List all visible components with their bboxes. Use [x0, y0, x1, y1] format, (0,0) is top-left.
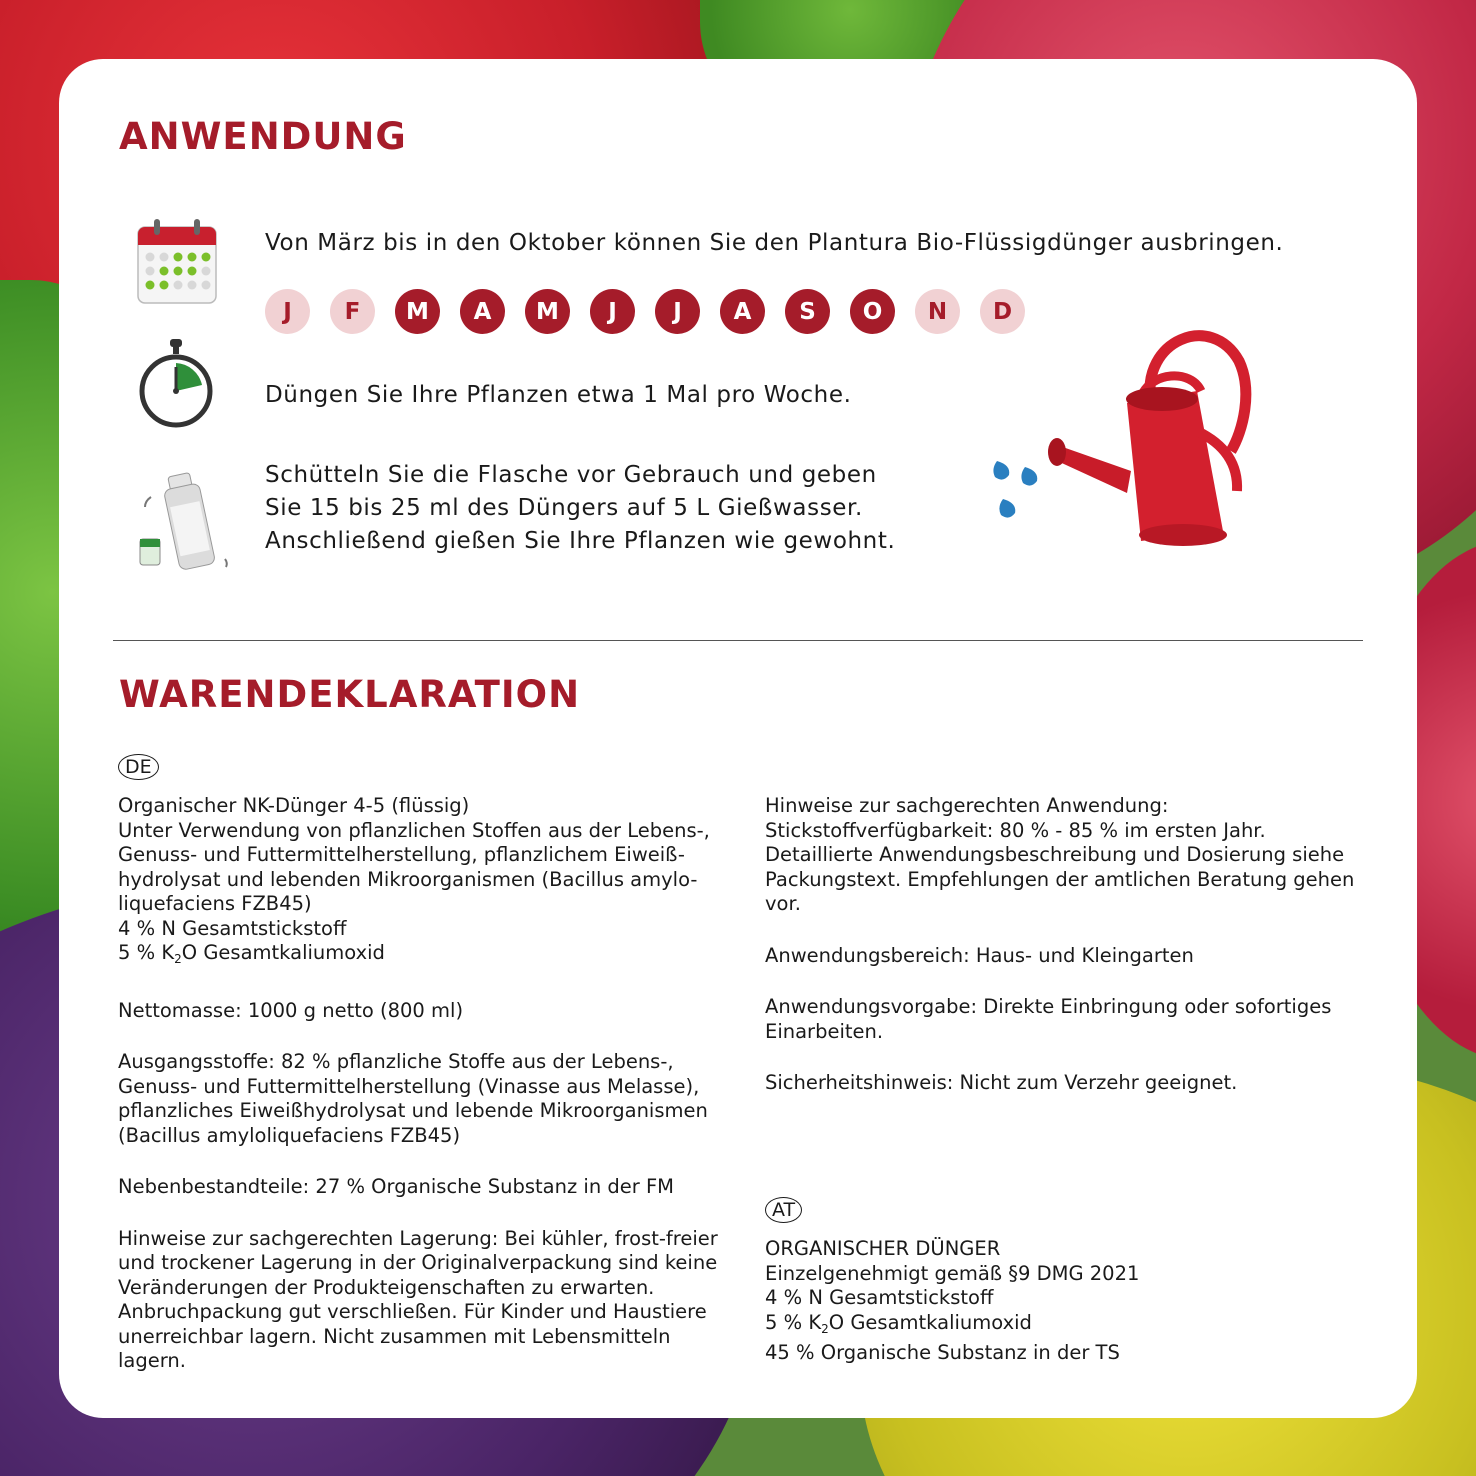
product-name: Organischer NK-Dünger 4-5 (flüssig) [118, 794, 470, 817]
month-8-active: A [720, 289, 765, 334]
declaration-left-column [118, 794, 738, 1374]
declaration-at-block [765, 1237, 1375, 1366]
section-title-anwendung: ANWENDUNG [119, 115, 407, 158]
at-potassium-line: 5 % $K_2O$ Gesamtkaliumoxid [765, 1310, 1032, 1336]
at-approval: Einzelgenehmigt gemäß §9 DMG 2021 [765, 1261, 1140, 1285]
country-badge-de: DE [118, 754, 159, 780]
season-text: Von März bis in den Oktober können Sie den Plantura Bio-Flüssigdünger ausbringen. [265, 230, 1284, 256]
month-7-active: J [655, 289, 700, 334]
month-9-active: S [785, 289, 830, 334]
secondary-components: Nebenbestandteile: 27 % Organische Substanz in der FM [118, 1175, 675, 1198]
frequency-text: Düngen Sie Ihre Pflanzen etwa 1 Mal pro Woche. [265, 382, 852, 408]
at-product-name: ORGANISCHER DÜNGER [765, 1237, 1001, 1260]
month-6-active: J [590, 289, 635, 334]
at-organic-line: 45 % Organische Substanz in der TS [765, 1341, 1120, 1364]
section-title-warendeklaration: WARENDEKLARATION [119, 673, 581, 716]
stopwatch-icon [135, 337, 217, 431]
usage-notes-text: Stickstoffverfügbarkeit: 80 % - 85 % im ersten Jahr. Detaillierte Anwendungsbeschreibung und Dosierung siehe Packungstext. Empfehlungen der amtlichen Beratung gehen vor. [765, 818, 1355, 915]
application-area: Anwendungsbereich: Haus- und Kleingarten [765, 943, 1194, 967]
month-4-active: A [460, 289, 505, 334]
safety-notice: Sicherheitshinweis: Nicht zum Verzehr geeignet. [765, 1071, 1238, 1094]
month-11-inactive: N [915, 289, 960, 334]
month-12-inactive: D [980, 289, 1025, 334]
dosage-line-3: Anschließend gießen Sie Ihre Pflanzen wie gewohnt. [265, 528, 896, 554]
storage-notes: Hinweise zur sachgerechten Lagerung: Bei kühler, frost-freier und trockener Lagerung in der Originalverpackung sind keine Veränderungen der Produkteigenschaften zu erwarten. Anbruchpackung gut verschließen. Für Kinder und Haustiere unerreichbar lagern. Nicht zusammen mit Lebensmitteln lagern. [118, 1226, 718, 1372]
potassium-line: 5 % $K_2O$ Gesamtkaliumoxid [118, 941, 385, 966]
month-3-active: M [395, 289, 440, 334]
month-1-inactive: J [265, 289, 310, 334]
product-description: Unter Verwendung von pflanzlichen Stoffen aus der Lebens-, Genuss- und Futtermittelherstellung, pflanzlichem Eiweiß-hydrolysat und lebenden Mikroorganismen (Bacillus amylo-liquefaciens FZB45) [118, 818, 710, 915]
dosage-line-1: Schütteln Sie die Flasche vor Gebrauch und geben [265, 462, 877, 488]
section-divider [113, 640, 1363, 641]
nitrogen-line: 4 % N Gesamtstickstoff [118, 916, 347, 940]
country-badge-at: AT [765, 1197, 802, 1223]
month-5-active: M [525, 289, 570, 334]
month-row [265, 289, 1025, 334]
application-requirement: Anwendungsvorgabe: Direkte Einbringung oder sofortiges Einarbeiten. [765, 995, 1332, 1043]
dosage-line-2: Sie 15 bis 25 ml des Düngers auf 5 L Gießwasser. [265, 495, 863, 521]
bottle-icon [137, 467, 237, 571]
calendar-icon [135, 217, 219, 307]
month-2-inactive: F [330, 289, 375, 334]
declaration-right-column [765, 794, 1375, 1096]
usage-notes-label: Hinweise zur sachgerechten Anwendung: [765, 794, 1169, 817]
raw-materials: Ausgangsstoffe: 82 % pflanzliche Stoffe aus der Lebens-, Genuss- und Futtermittelherstellung (Vinasse aus Melasse), pflanzliches Eiweißhydrolysat und lebende Mikroorganismen (Bacillus amyloliquefaciens FZB45) [118, 1050, 708, 1147]
at-nitrogen-line: 4 % N Gesamtstickstoff [765, 1286, 994, 1309]
net-mass: Nettomasse: 1000 g netto (800 ml) [118, 998, 464, 1022]
month-10-active: O [850, 289, 895, 334]
watering-can-icon [991, 321, 1291, 551]
info-card [59, 59, 1417, 1418]
